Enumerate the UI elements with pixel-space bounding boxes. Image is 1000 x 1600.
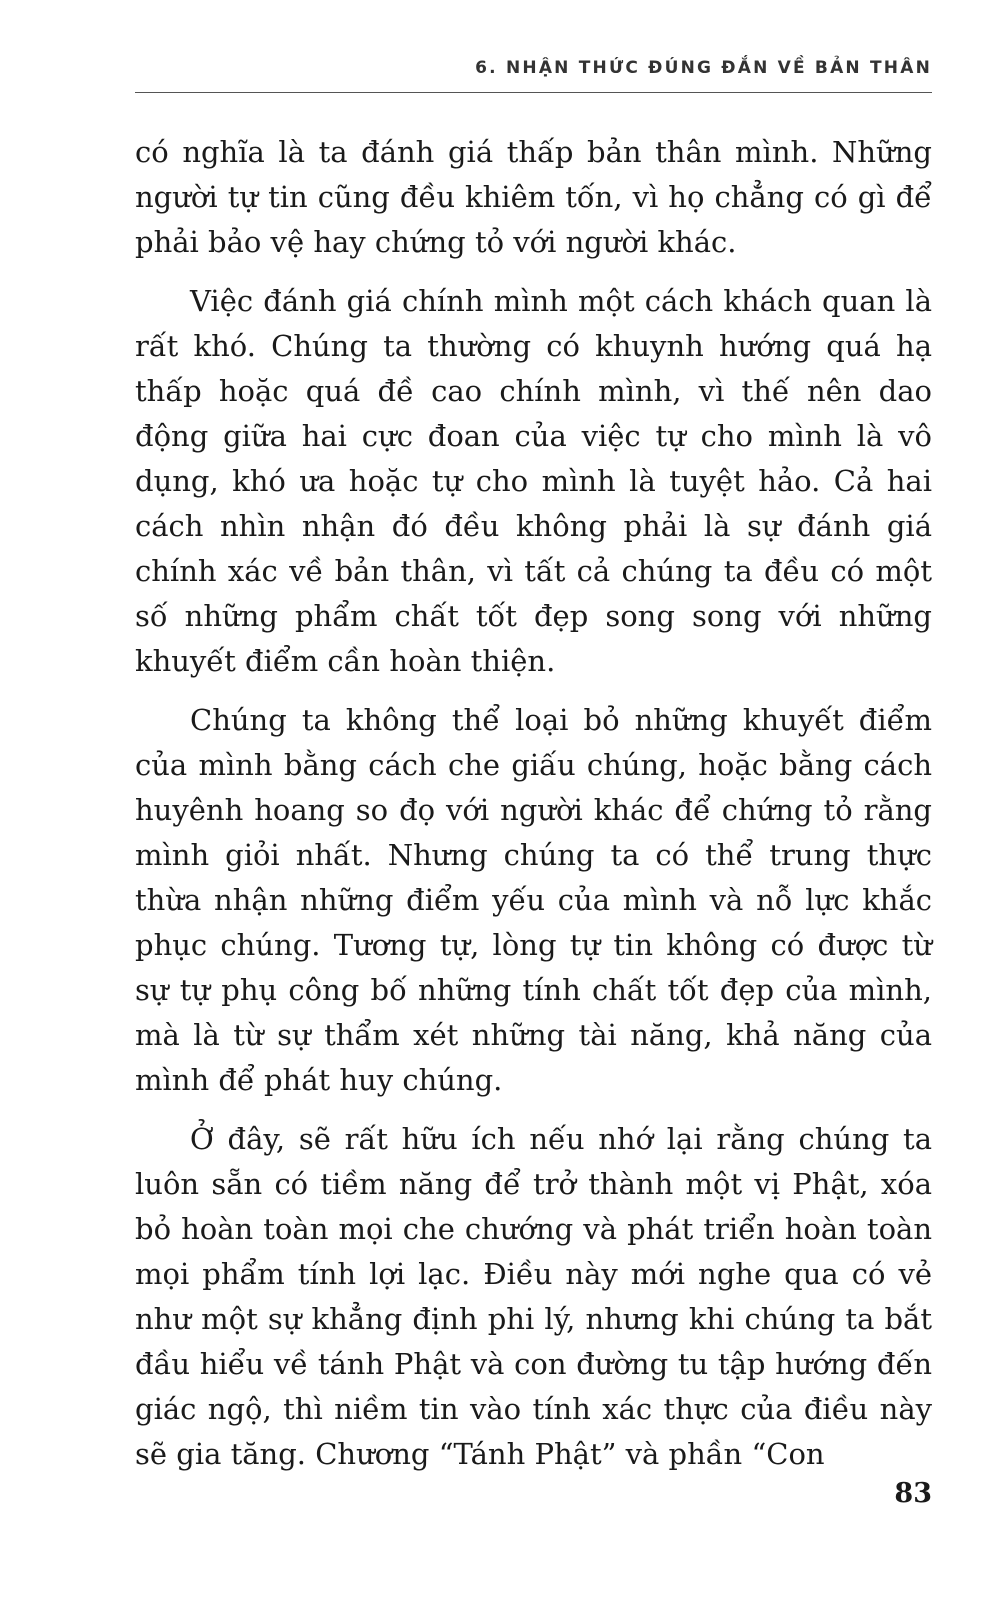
paragraph-4: Ở đây, sẽ rất hữu ích nếu nhớ lại rằng chúng ta luôn sẵn có tiềm năng để trở thành một vị Phật, xóa bỏ hoàn toàn mọi che chướng và phát triển hoàn toàn mọi phẩm tính lợi lạc. Điều này mới nghe qua có vẻ như một sự khẳng định phi lý, nhưng khi chúng ta bắt đầu hiểu về tánh Phật và con đường tu tập hướng đến giác ngộ, thì niềm tin vào tính xác thực của điều này sẽ gia tăng. Chương “Tánh Phật” và phần “Con <box>135 1122 932 1471</box>
page-body <box>135 130 932 1491</box>
paragraph-2: Việc đánh giá chính mình một cách khách quan là rất khó. Chúng ta thường có khuynh hướng quá hạ thấp hoặc quá đề cao chính mình, vì thế nên dao động giữa hai cực đoan của việc tự cho mình là vô dụng, khó ưa hoặc tự cho mình là tuyệt hảo. Cả hai cách nhìn nhận đó đều không phải là sự đánh giá chính xác về bản thân, vì tất cả chúng ta đều có một số những phẩm chất tốt đẹp song song với những khuyết điểm cần hoàn thiện. <box>135 284 932 678</box>
running-header-chapter-title: 6. NHẬN THỨC ĐÚNG ĐẮN VỀ BẢN THÂN <box>475 58 932 78</box>
header-divider <box>135 92 932 93</box>
paragraph-3: Chúng ta không thể loại bỏ những khuyết điểm của mình bằng cách che giấu chúng, hoặc bằng cách huyênh hoang so đọ với người khác để chứng tỏ rằng mình giỏi nhất. Nhưng chúng ta có thể trung thực thừa nhận những điểm yếu của mình và nỗ lực khắc phục chúng. Tương tự, lòng tự tin không có được từ sự tự phụ công bố những tính chất tốt đẹp của mình, mà là từ sự thẩm xét những tài năng, khả năng của mình để phát huy chúng. <box>135 703 932 1097</box>
paragraph-1: có nghĩa là ta đánh giá thấp bản thân mình. Những người tự tin cũng đều khiêm tốn, vì họ chẳng có gì để phải bảo vệ hay chứng tỏ với người khác. <box>135 135 932 259</box>
page-number: 83 <box>894 1478 932 1509</box>
